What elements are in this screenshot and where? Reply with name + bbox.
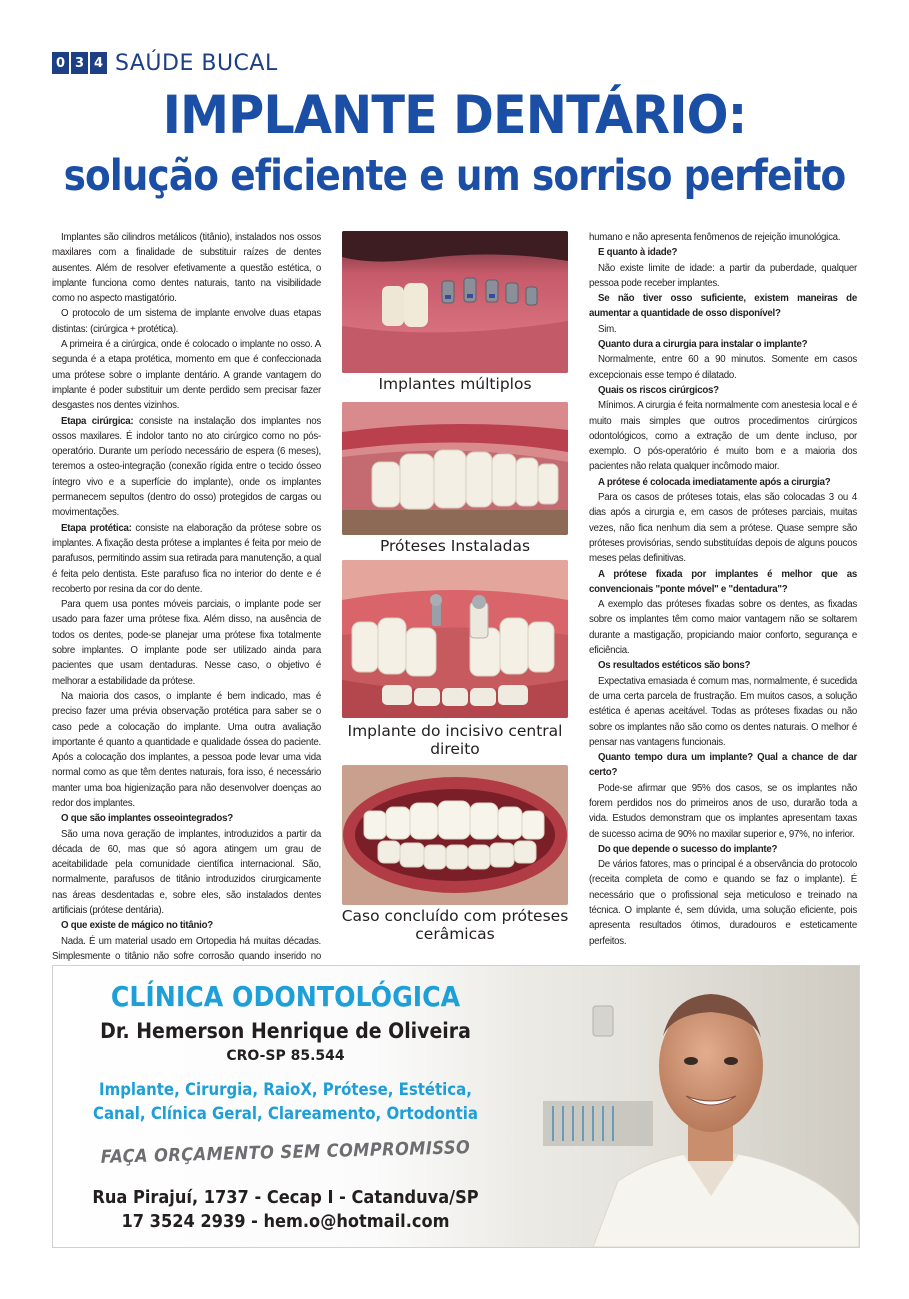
article-paragraph [589,352,857,383]
article-paragraph [589,398,857,474]
paragraph-text: Na maioria dos casos, o implante é bem indicado, mas é preciso fazer uma prévia observação protética para saber se o caso pede a colocação do implante. Uma outra avaliação importante é quanto a quantidade e qualidade óssea do paciente. Após a colocação dos implantes, a pessoa pode levar uma vida normal como as que têm dentes naturais, fora isso, é necessário manter uma boa higienização para não desenvolver doenças ao redor dos implantes. [52,690,321,809]
paragraph-text: Expectativa emasiada é comum mas, normalmente, é sucedida de uma certa parcela de frustração. Em muitos casos, a solução estética é apenas aceitável. Todas as próteses fixadas ou não sobre os implantes não são como os dentes naturais. O melhor é pensar nas vantagens funcionais. [589,675,857,748]
article-paragraph [52,306,321,337]
paragraph-text: Sim. [598,323,617,335]
paragraph-text: A exemplo das próteses fixadas sobre os dentes, as fixadas sobre os implantes têm como maior vantagem não se soltarem durante a mastigação, propiciando maior conforto, segurança e eficiência. [589,599,857,657]
call-to-action: FAÇA ORÇAMENTO SEM COMPROMISSO [100,1137,471,1168]
cro-number: CRO-SP 85.544 [226,1048,345,1064]
article-paragraph [52,521,321,597]
paragraph-lead: A prótese é colocada imediatamente após a cirurgia? [598,476,831,488]
article-paragraph [52,337,321,413]
paragraph-text: humano e não apresenta fenômenos de rejeição imunológica. [589,232,841,243]
article-paragraph [589,750,857,781]
paragraph-text: A primeira é a cirúrgica, onde é colocado o implante no osso. A segunda é a etapa protética, momento em que é confeccionada uma prótese sobre o implante dentário. A grande vantagem do implante é poder substituir um dente perdido sem precisar fazer desgastes nos dentes vizinhos. [52,339,321,412]
clinic-address: Rua Pirajuí, 1737 - Cecap I - Catanduva/SP [92,1187,479,1208]
article-column-right [589,230,857,949]
article-paragraph [589,781,857,842]
paragraph-text: Mínimos. A cirurgia é feita normalmente com anestesia local e é muito mais simples que outros procedimentos cirúrgicos odontológicos, como a extração de um dente incluso, por exemplo. O pós-operatório é muito bom e a maioria dos pacientes não relata qualquer incômodo maior. [589,400,857,473]
page-header [52,50,278,76]
article-paragraph [589,230,857,245]
article-paragraph [589,597,857,658]
paragraph-text: consiste na elaboração da prótese sobre os implantes. A fixação desta prótese a implantes é feita por meio de parafusos, permitindo assim sua retirada para manutenção, a qual é feita pelo dentista. Este parafuso fica no interior do dente e é recoberto por resina da cor do dente. [52,522,321,595]
paragraph-lead: E quanto à idade? [598,247,678,259]
article-paragraph [589,383,857,398]
article-paragraph [589,337,857,352]
clinic-advertisement [52,965,860,1248]
paragraph-text: De vários fatores, mas o principal é a observância do protocolo (receita completa de como e quando se faz o implante). É necessário que o profissional seja meticuloso e treinado na técnica. O implante é, sem dúvida, uma solução eficiente, pois apresenta resultados ótimos, duradouros e esteticamente perfeitos. [589,859,857,947]
article-paragraph [589,674,857,750]
paragraph-lead: A prótese fixada por implantes é melhor que as convencionais "ponte móvel" e "dentadura"? [589,568,857,595]
paragraph-lead: Quais os riscos cirúrgicos? [598,384,719,396]
article-paragraph [589,322,857,337]
page-number-digit: 3 [71,52,88,74]
paragraph-text: Para os casos de próteses totais, elas são colocadas 3 ou 4 dias após a cirurgia e, em casos de próteses parciais, muitas vezes, não fica nenhum dia sem a prótese. Quase sempre são próteses provisórias, sendo substituídas depois de alguns poucos meses pelas definitivas. [589,492,857,565]
article-paragraph [589,658,857,673]
article-paragraph [589,291,857,322]
services-line: Implante, Cirurgia, RaioX, Prótese, Estética, [99,1080,472,1100]
section-label: SAÚDE BUCAL [115,50,278,76]
paragraph-text: São uma nova geração de implantes, introduzidos a partir da década de 60, mas que só agora atingem um grau de aceitabilidade pela comunidade científica internacional. São, normalmente, parafusos de titânio introduzidos cirurgicamente nas áreas desdentadas e, sobre eles, são instalados dentes artificiais (prótese dentária). [52,828,321,917]
paragraph-lead: Quanto dura a cirurgia para instalar o implante? [598,339,808,351]
paragraph-lead: O que existe de mágico no titânio? [61,920,213,932]
paragraph-text: Para quem usa pontes móveis parciais, o implante pode ser usado para fazer uma prótese fixa. Além disso, na ausência de todos os dentes, pode-se planejar uma prótese fixa totalmente sobre implantes. O implante pode ser utilizado ainda para pacientes que usam dentaduras. Nesse caso, o objetivo é melhorar a estabilidade da prótese. [52,599,321,687]
article-paragraph [52,689,321,811]
article-paragraph [589,857,857,949]
article-paragraph [589,567,857,598]
paragraph-text: consiste na instalação dos implantes nos ossos maxilares. É indolor tanto no ato cirúrgico como no pós-operatório. Durante um período necessário de espera (6 meses), teremos a osteo-integração (conexão rígida entre o tecido ósseo íntegro vivo e a superfície do implante), onde os implantes permanecem sepultos (dentro do osso) protegidos de cargas ou movimentações. [52,415,321,519]
article-paragraph [589,245,857,260]
article-paragraph [52,230,321,306]
article-paragraph [52,414,321,521]
photo-caption: Caso concluído com próteses cerâmicas [341,907,569,943]
photo-installed-prostheses [342,402,568,535]
paragraph-text: O protocolo de um sistema de implante envolve duas etapas distintas: (cirúrgica + protética). [52,308,321,335]
paragraph-lead: Os resultados estéticos são bons? [598,660,751,672]
article-paragraph [52,811,321,826]
photo-caption: Implantes múltiplos [378,375,532,393]
page-number-digit: 0 [52,52,69,74]
photo-caption: Implante do incisivo central direito [347,722,563,758]
photo-caption: Próteses Instaladas [379,537,531,555]
article-paragraph [589,475,857,490]
paragraph-lead: Etapa cirúrgica: [61,415,134,427]
clinic-title: CLÍNICA ODONTOLÓGICA [110,980,461,1013]
paragraph-lead: Do que depende o sucesso do implante? [598,843,778,855]
paragraph-text: Normalmente, entre 60 a 90 minutos. Somente em casos excepcionais esse tempo é dilatado. [589,354,857,381]
paragraph-text: Pode-se afirmar que 95% dos casos, se os implantes não forem perdidos nos do primeiros anos de uso, durarão toda a vida. Estudos demonstram que os implantes apresentam taxas de sucesso acima de 90% no maxilar superior e, 97%, no inferior. [589,782,857,840]
article-title: IMPLANTE DENTÁRIO: [162,85,747,146]
paragraph-text: Nada. É um material usado em Ortopedia há muitas décadas. Simplesmente o titânio não sofre corrosão quando inserido no [52,935,321,962]
article-paragraph [589,490,857,566]
paragraph-lead: Etapa protética: [61,522,132,534]
article-paragraph [52,918,321,933]
article-subtitle: solução eficiente e um sorriso perfeito [63,151,846,201]
dentist-photo [523,966,859,1247]
page-number-digit: 4 [90,52,107,74]
paragraph-text: Implantes são cilindros metálicos (titânio), instalados nos ossos maxilares com a finalidade de substituir raízes de dentes ausentes. Além de resolver efetivamente a questão estética, o implante funciona como dentes naturais, tanto na visibilidade como no aspecto mastigatório. [52,232,321,305]
article-column-left [52,230,321,980]
article-paragraph [52,597,321,689]
paragraph-lead: O que são implantes osseointegrados? [61,813,233,825]
photo-central-incisor-implant [342,560,568,718]
photo-completed-ceramic-prostheses [342,765,568,905]
services-line: Canal, Clínica Geral, Clareamento, Ortodontia [92,1104,479,1124]
clinic-contact: 17 3524 2939 - hem.o@hotmail.com [121,1211,450,1232]
article-paragraph [52,827,321,919]
paragraph-lead: Quanto tempo dura um implante? Qual a chance de dar certo? [589,752,857,779]
paragraph-lead: Se não tiver osso suficiente, existem maneiras de aumentar a quantidade de osso disponível? [589,293,857,320]
paragraph-text: Não existe limite de idade: a partir da puberdade, qualquer pessoa pode receber implantes. [589,262,857,289]
doctor-name: Dr. Hemerson Henrique de Oliveira [100,1019,471,1043]
article-paragraph [589,842,857,857]
article-paragraph [589,261,857,292]
photo-multiple-implants [342,231,568,373]
